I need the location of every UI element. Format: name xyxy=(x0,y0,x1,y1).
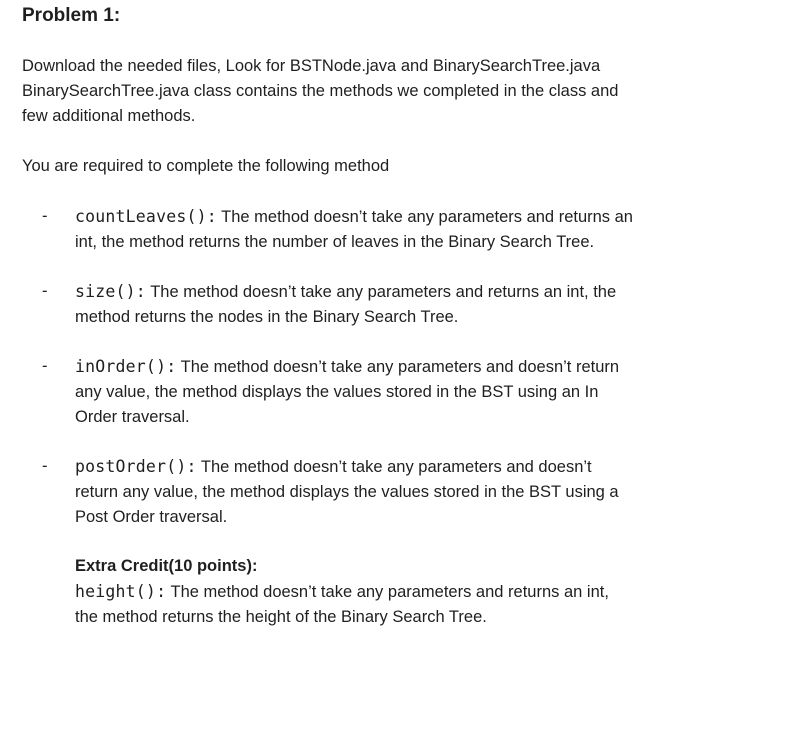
requirement-statement: You are required to complete the following method xyxy=(22,157,390,175)
method-text: The method doesn’t take any parameters and returns an int, xyxy=(166,583,609,601)
method-signature: height(): xyxy=(75,582,167,601)
method-text: the method returns the height of the Binary Search Tree. xyxy=(75,608,487,626)
method-text: Order traversal. xyxy=(75,408,190,426)
method-text: Post Order traversal. xyxy=(75,508,228,526)
method-signature: countLeaves(): xyxy=(75,207,217,226)
method-signature: size(): xyxy=(75,282,146,301)
method-text: any value, the method displays the values stored in the BST using an In xyxy=(75,383,599,401)
bullet-dash: - xyxy=(42,457,48,475)
intro-line: BinarySearchTree.java class contains the methods we completed in the class and xyxy=(22,82,619,100)
bullet-dash: - xyxy=(42,282,48,300)
method-text: The method doesn’t take any parameters and returns an int, the xyxy=(145,283,617,301)
method-signature: inOrder(): xyxy=(75,357,177,376)
method-text: int, the method returns the number of leaves in the Binary Search Tree. xyxy=(75,233,595,251)
problem-title: Problem 1: xyxy=(22,5,121,26)
bullet-dash: - xyxy=(42,207,48,225)
method-text: The method doesn’t take any parameters and doesn’t xyxy=(196,458,592,476)
bullet-dash: - xyxy=(42,357,48,375)
method-description xyxy=(75,279,715,330)
method-description xyxy=(75,354,715,430)
extra-credit-heading: Extra Credit(10 points): xyxy=(75,557,258,575)
method-signature: postOrder(): xyxy=(75,457,197,476)
intro-line: few additional methods. xyxy=(22,107,196,125)
method-description xyxy=(75,204,715,255)
method-text: return any value, the method displays the values stored in the BST using a xyxy=(75,483,619,501)
intro-line: Download the needed files, Look for BSTNode.java and BinarySearchTree.java xyxy=(22,57,601,75)
intro-paragraph xyxy=(22,54,762,129)
method-description xyxy=(75,454,715,530)
extra-credit-section xyxy=(75,554,715,630)
method-text: The method doesn’t take any parameters and returns an xyxy=(216,208,633,226)
method-text: method returns the nodes in the Binary Search Tree. xyxy=(75,308,459,326)
method-text: The method doesn’t take any parameters and doesn’t return xyxy=(176,358,620,376)
